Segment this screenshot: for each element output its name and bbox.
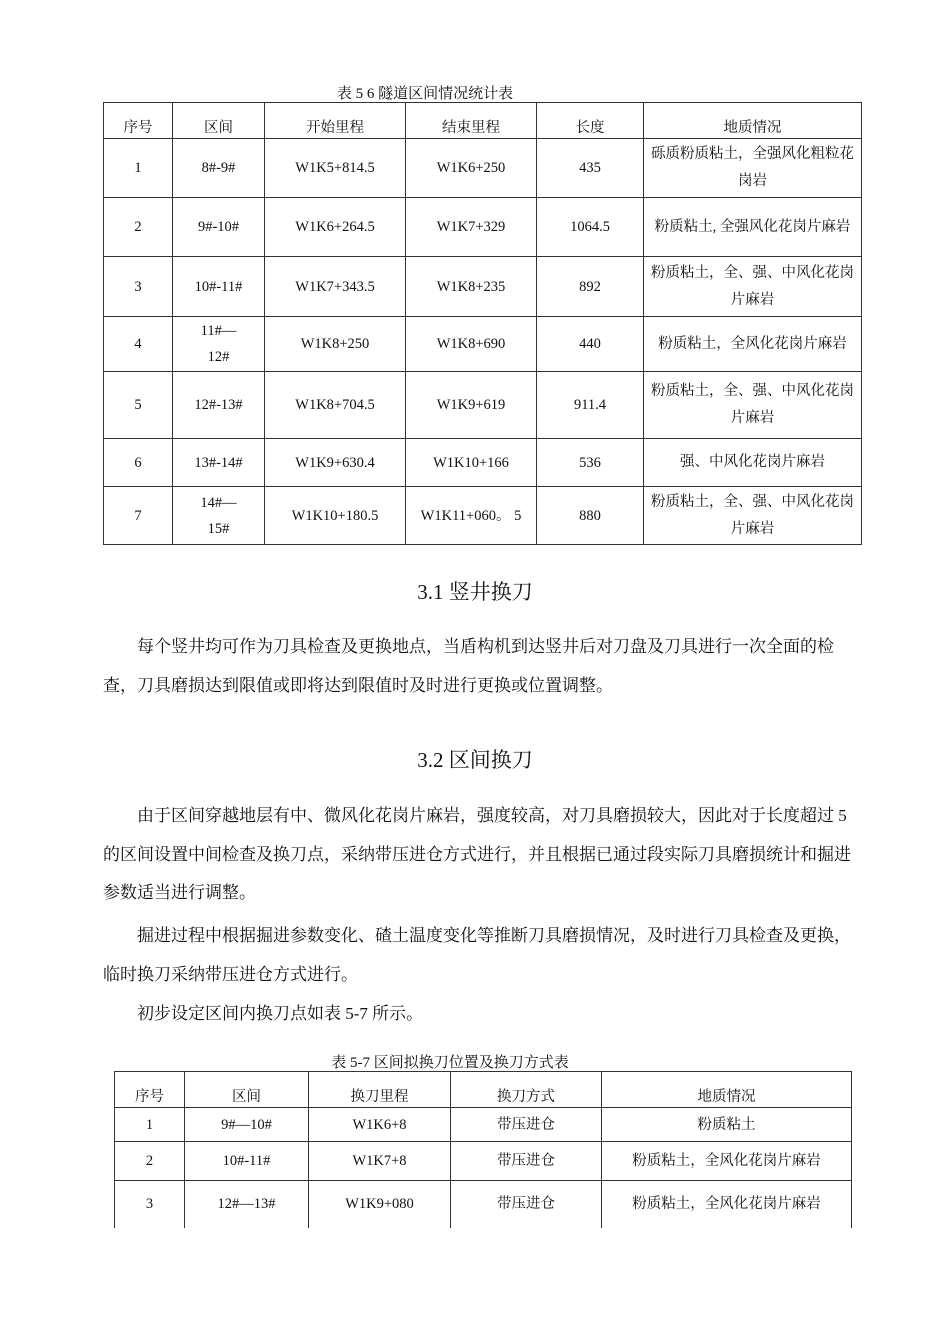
table-row (115, 1142, 852, 1181)
table-cell: 1 (104, 139, 173, 198)
table-cell: W1K6+264.5 (265, 198, 406, 257)
table-cell: 9#-10# (173, 198, 265, 257)
table-cell: 粉质粘土，全、强、中风化花岗片麻岩 (644, 487, 862, 545)
table-cell: 强、中风化花岗片麻岩 (644, 439, 862, 487)
table-cell: 536 (537, 439, 644, 487)
table-cell: 粉质粘土 (602, 1108, 852, 1142)
column-header: 地质情况 (644, 103, 862, 139)
column-header: 长度 (537, 103, 644, 139)
paragraph: 每个竖井均可作为刀具检查及更换地点，当盾构机到达竖井后对刀盘及刀具进行一次全面的检查，刀具磨损达到限值或即将达到限值时及时进行更换或位置调整。 (103, 637, 834, 695)
table-cell: 6 (104, 439, 173, 487)
column-header: 开始里程 (265, 103, 406, 139)
table-cell: 4 (104, 317, 173, 372)
table-cell: W1K5+814.5 (265, 139, 406, 198)
table-cell: 435 (537, 139, 644, 198)
table-cell: 892 (537, 257, 644, 317)
paragraph: 由于区间穿越地层有中、微风化花岗片麻岩，强度较高，对刀具磨损较大，因此对于长度超过 5 的区间设置中间检查及换刀点，采纳带压进仓方式进行，并且根据已通过段实际刀具磨损统计和掘进参数适当进行调整。 (103, 806, 851, 902)
table-cell: 1064.5 (537, 198, 644, 257)
table-cell: W1K6+8 (309, 1108, 451, 1142)
table-cell: 10#-11# (173, 257, 265, 317)
table1-caption: 表 5 6 隧道区间情况统计表 (336, 86, 514, 102)
table-row (104, 257, 862, 317)
column-header: 区间 (173, 103, 265, 139)
table-row (104, 487, 862, 545)
table-cell: W1K6+250 (406, 139, 537, 198)
table-cell: 粉质粘土，全风化花岗片麻岩 (602, 1142, 852, 1181)
tool-change-table (114, 1071, 852, 1228)
table-cell: 13#-14# (173, 439, 265, 487)
table-row (104, 317, 862, 372)
table-row (115, 1181, 852, 1228)
table-cell: W1K7+8 (309, 1142, 451, 1181)
table-cell: W1K10+180.5 (265, 487, 406, 545)
table-cell: W1K7+343.5 (265, 257, 406, 317)
table2-caption: 表 5-7 区间拟换刀位置及换刀方式表 (331, 1055, 569, 1071)
paragraph: 掘进过程中根据掘进参数变化、碴土温度变化等推断刀具磨损情况，及时进行刀具检查及更换，临时换刀采纳带压进仓方式进行。 (103, 926, 851, 984)
table-cell: 粉质粘土, 全强风化花岗片麻岩 (644, 198, 862, 257)
column-header: 结束里程 (406, 103, 537, 139)
column-header: 换刀方式 (451, 1072, 602, 1108)
table-cell: W1K8+235 (406, 257, 537, 317)
table-cell: 880 (537, 487, 644, 545)
table-header-row (115, 1072, 852, 1108)
table-cell: 3 (115, 1181, 185, 1228)
table-cell: 14#—15# (173, 487, 265, 545)
table-cell: 10#-11# (185, 1142, 309, 1181)
column-header: 序号 (115, 1072, 185, 1108)
table-cell: 12#-13# (173, 372, 265, 439)
table-cell: 砾质粉质粘土，全强风化粗粒花岗岩 (644, 139, 862, 198)
table-cell: W1K11+060。 5 (406, 487, 537, 545)
table-cell: 3 (104, 257, 173, 317)
table-cell: 8#-9# (173, 139, 265, 198)
table-cell: 9#—10# (185, 1108, 309, 1142)
table-row (104, 198, 862, 257)
column-header: 换刀里程 (309, 1072, 451, 1108)
column-header: 地质情况 (602, 1072, 852, 1108)
table-cell: 带压进仓 (451, 1142, 602, 1181)
column-header: 序号 (104, 103, 173, 139)
table-cell: 粉质粘土，全风化花岗片麻岩 (602, 1181, 852, 1228)
table-cell: W1K7+329 (406, 198, 537, 257)
table-row (104, 139, 862, 198)
section-heading-3-1: 3.1 竖井换刀 (417, 580, 533, 604)
table-cell: 11#—12# (173, 317, 265, 372)
table-cell: 粉质粘土，全风化花岗片麻岩 (644, 317, 862, 372)
table-cell: 2 (104, 198, 173, 257)
table-cell: 1 (115, 1108, 185, 1142)
table-cell: W1K8+250 (265, 317, 406, 372)
table-cell: 粉质粘土，全、强、中风化花岗片麻岩 (644, 257, 862, 317)
table-cell: 带压进仓 (451, 1181, 602, 1228)
table-cell: 粉质粘土，全、强、中风化花岗片麻岩 (644, 372, 862, 439)
table-cell: W1K10+166 (406, 439, 537, 487)
table-cell: W1K9+080 (309, 1181, 451, 1228)
table-cell: 911.4 (537, 372, 644, 439)
table-cell: 7 (104, 487, 173, 545)
table-cell: 440 (537, 317, 644, 372)
tunnel-section-table (103, 102, 862, 545)
table-cell: W1K8+704.5 (265, 372, 406, 439)
table-cell: W1K9+630.4 (265, 439, 406, 487)
table-row (104, 372, 862, 439)
table-cell: 5 (104, 372, 173, 439)
table-cell: W1K9+619 (406, 372, 537, 439)
paragraph: 初步设定区间内换刀点如表 5-7 所示。 (137, 1004, 424, 1023)
table-cell: W1K8+690 (406, 317, 537, 372)
table-row (104, 439, 862, 487)
table-row (115, 1108, 852, 1142)
table-cell: 带压进仓 (451, 1108, 602, 1142)
table-header-row (104, 103, 862, 139)
section-heading-3-2: 3.2 区间换刀 (417, 748, 533, 772)
column-header: 区间 (185, 1072, 309, 1108)
table-cell: 2 (115, 1142, 185, 1181)
table-cell: 12#—13# (185, 1181, 309, 1228)
